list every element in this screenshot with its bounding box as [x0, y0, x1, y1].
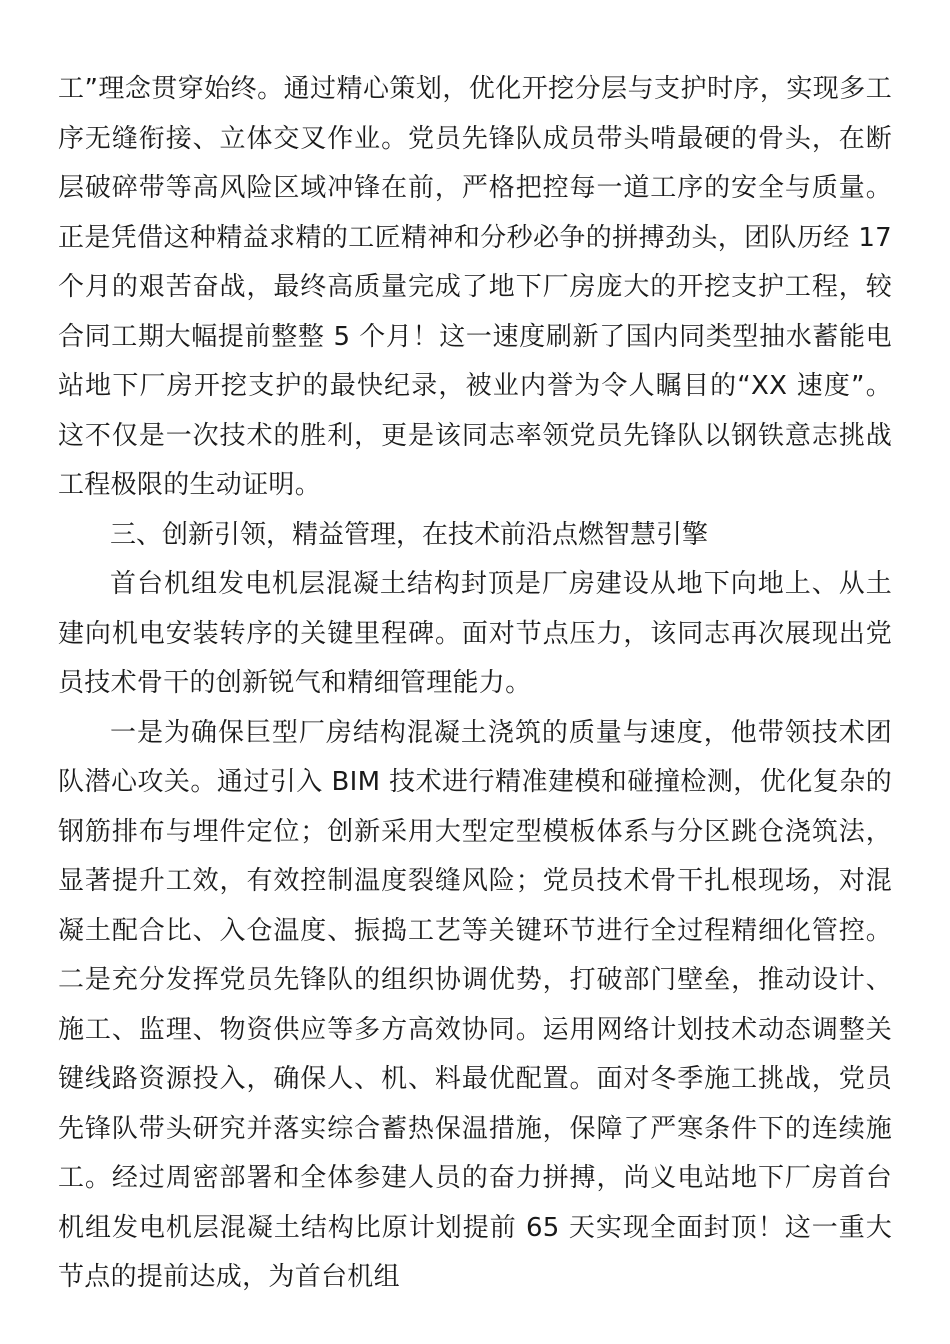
body-paragraph-continuation: 工”理念贯穿始终。通过精心策划，优化开挖分层与支护时序，实现多工序无缝衔接、立体交叉作业。党员先锋队成员带头啃最硬的骨头，在断层破碎带等高风险区域冲锋在前，严格把控每一道工序的安全与质量。正是凭借这种精益求精的工匠精神和分秒必争的拼搏劲头，团队历经 17 个月的艰苦奋战，最终高质量完成了地下厂房庞大的开挖支护工程，较合同工期大幅提前整整 5 个月！这一速度刷新了国内同类型抽水蓄能电站地下厂房开挖支护的最快纪录，被业内誉为令人瞩目的“XX 速度”。这不仅是一次技术的胜利，更是该同志率领党员先锋队以钢铁意志挑战工程极限的生动证明。 — [58, 74, 892, 500]
body-paragraph-milestone: 首台机组发电机层混凝土结构封顶是厂房建设从地下向地上、从土建向机电安装转序的关键里程碑。面对节点压力，该同志再次展现出党员技术骨干的创新锐气和精细管理能力。 — [58, 569, 892, 698]
body-paragraph-measures: 一是为确保巨型厂房结构混凝土浇筑的质量与速度，他带领技术团队潜心攻关。通过引入 BIM 技术进行精准建模和碰撞检测，优化复杂的钢筋排布与埋件定位；创新采用大型定型模板体系与分区跳仓浇筑法，显著提升工效，有效控制温度裂缝风险；党员技术骨干扎根现场，对混凝土配合比、入仓温度、振捣工艺等关键环节进行全过程精细化管控。二是充分发挥党员先锋队的组织协调优势，打破部门壁垒，推动设计、施工、监理、物资供应等多方高效协同。运用网络计划技术动态调整关键线路资源投入，确保人、机、料最优配置。面对冬季施工挑战，党员先锋队带头研究并落实综合蓄热保温措施，保障了严寒条件下的连续施工。经过周密部署和全体参建人员的奋力拼搏，尚义电站地下厂房首台机组发电机层混凝土结构比原计划提前 65 天实现全面封顶！这一重大节点的提前达成，为首台机组 — [58, 717, 892, 1292]
section-heading: 三、创新引领，精益管理，在技术前沿点燃智慧引擎 — [110, 519, 709, 550]
document-page — [58, 65, 892, 1303]
